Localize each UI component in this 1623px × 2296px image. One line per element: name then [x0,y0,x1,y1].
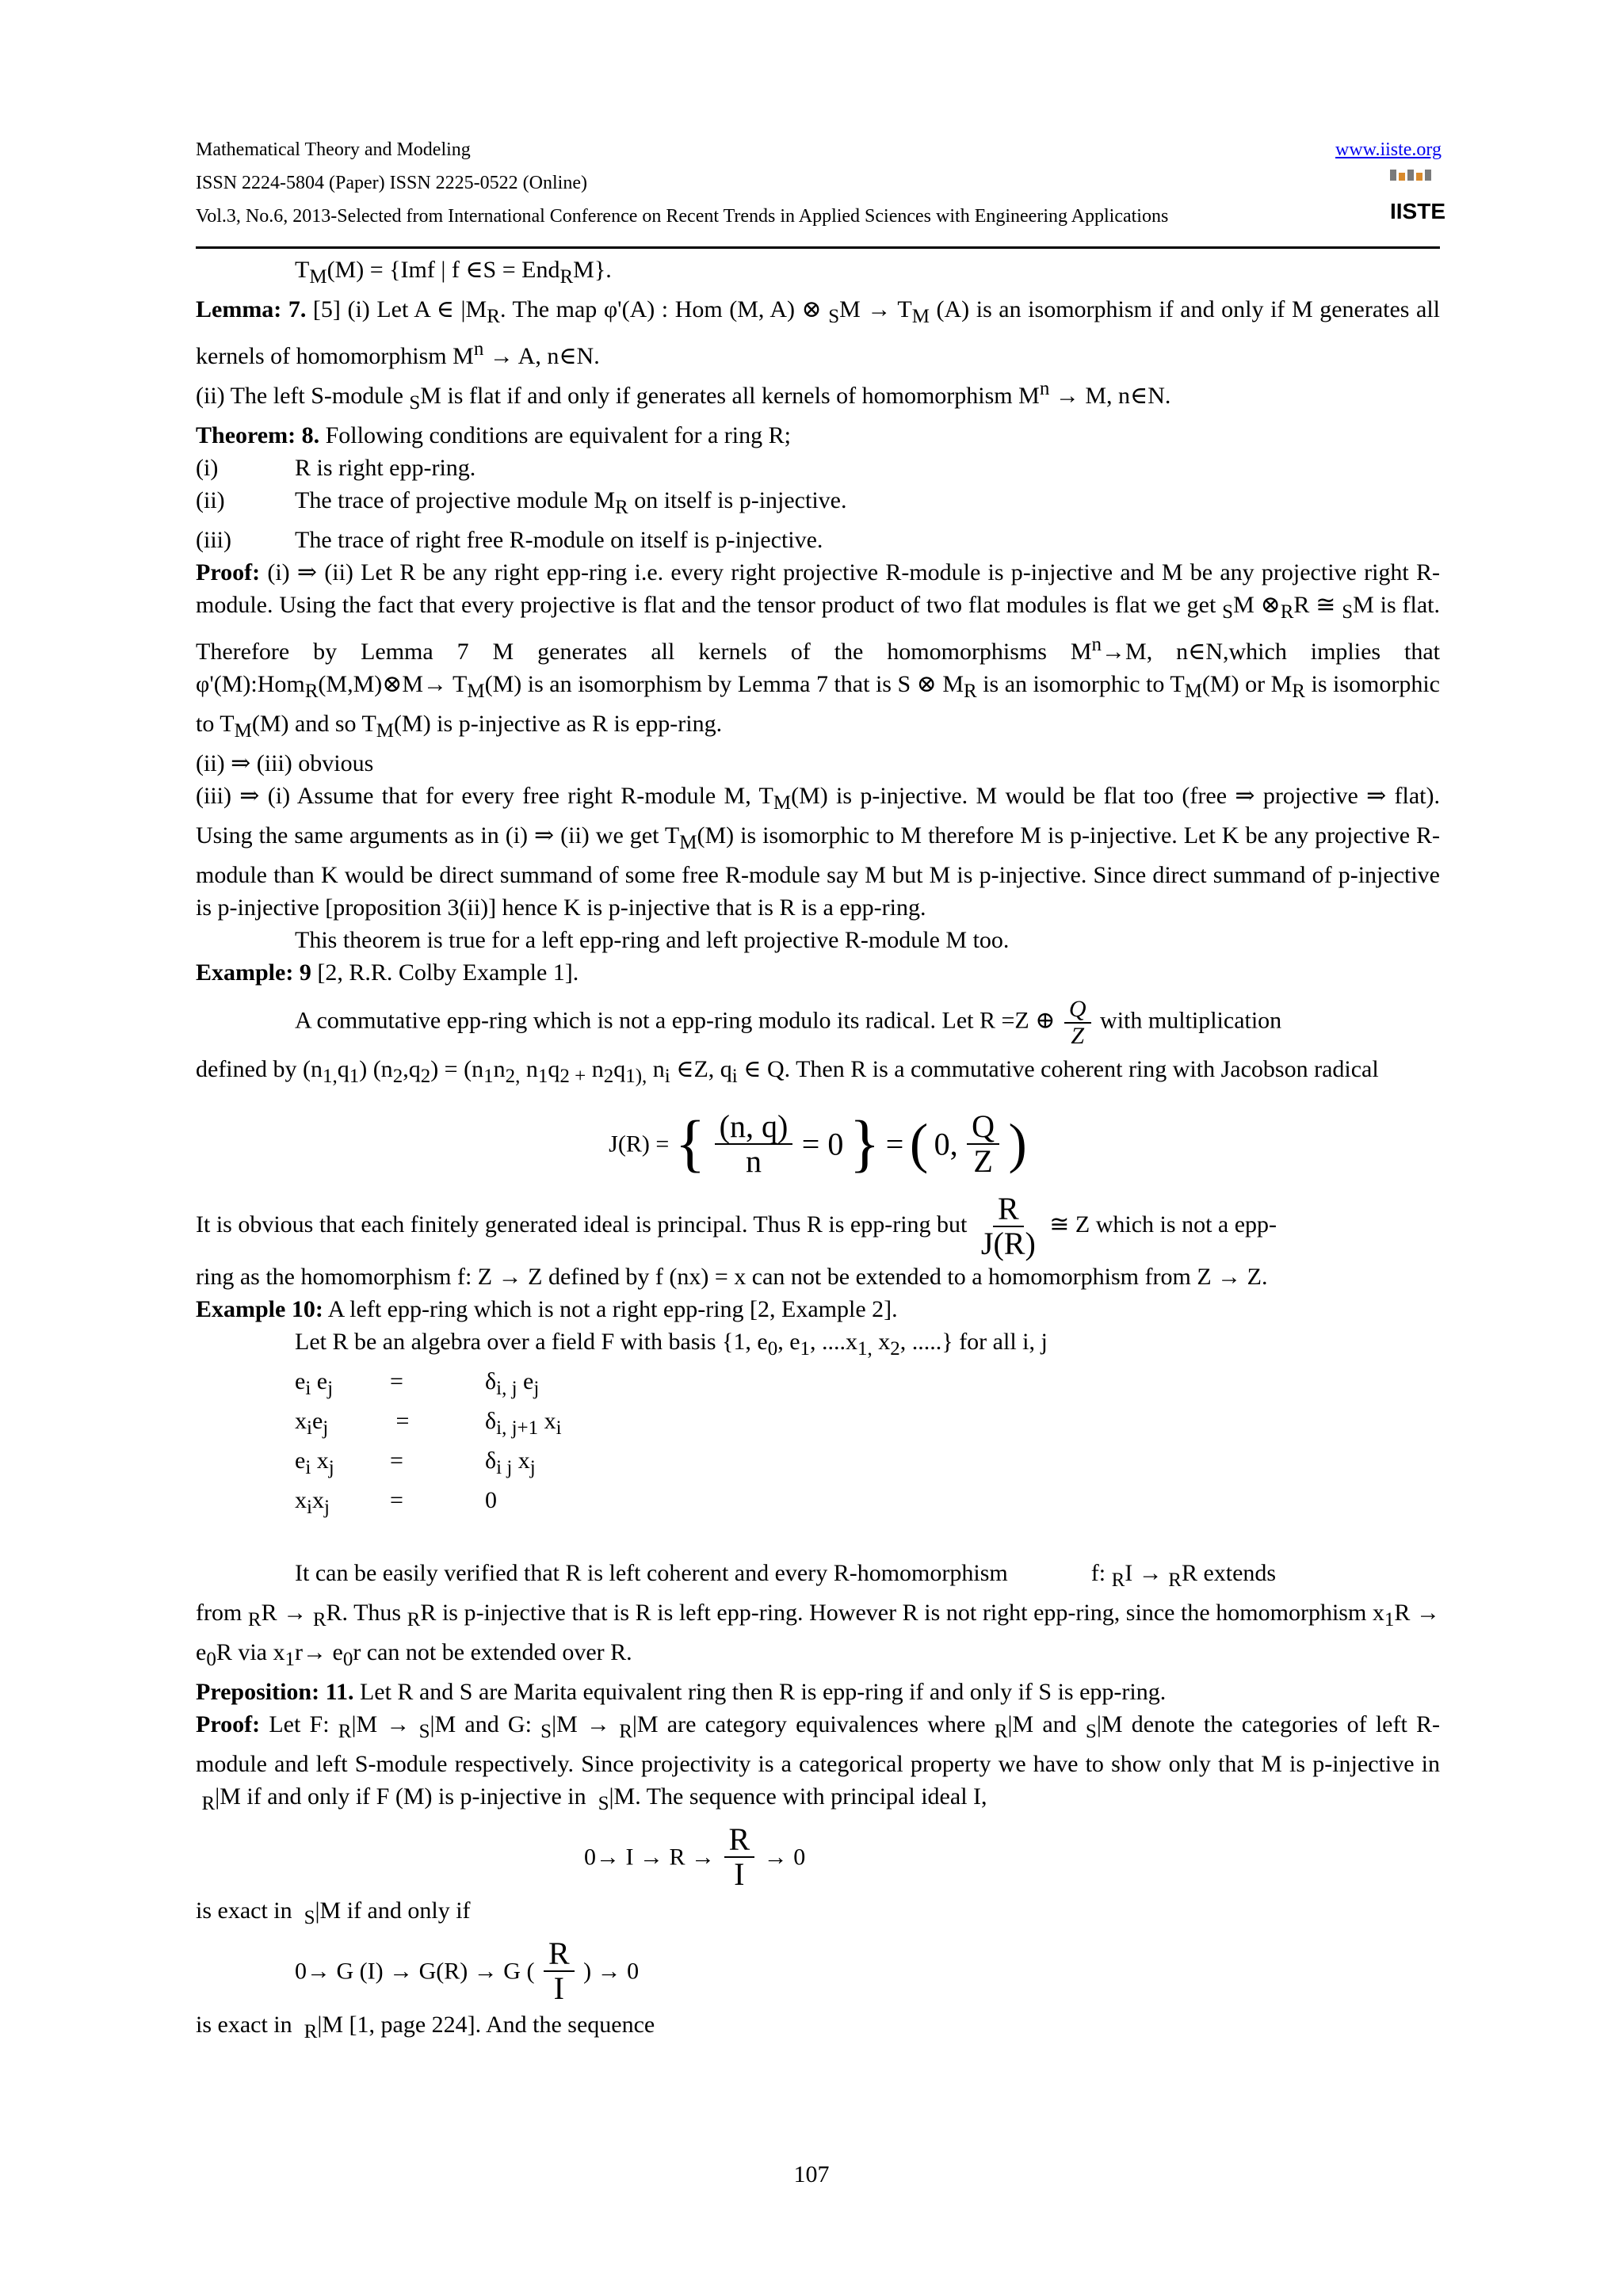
tm-definition: $T_M(M) = \{Imf$ | f ∈S = End$_R$M}. [295,257,612,288]
header-rule [196,246,1440,249]
exact-in-s: is exact in $_S$|M if and only if [196,1897,471,1928]
jacobson-radical-formula: J(R) = { $\frac{(n, q)}{n}$ = 0 } = ( 0, $\frac{Q}{Z}$ ) [609,1108,1027,1179]
example-9: Example: 9 [2, R.R. Colby Example 1]. [196,959,579,986]
iiste-logo [1388,168,1446,227]
proof-label: Proof: [196,559,261,585]
exact-in-r: is exact in $_R$|M [1, page 224]. And the sequence [196,2012,655,2042]
proof-preposition-11: Proof: Let F: $_R$|M → $_S$|M and G: $_S$|M → $_R$|M are category equivalences where $_R$|M and $_S$|M denote the categories of left R-module and left S-module respectively. Since projectivity is a categorical property we have to show only that M is p-injective in $_R$|M if and only if F (M) is p-injective in $_S$|M. The sequence with principal ideal I, [196,1711,1441,1814]
example-10-label: Example 10: [196,1296,323,1322]
theorem-8-item-ii: (ii) The trace of projective module $M_R$ on itself is p-injective. [196,487,847,518]
issn-line: ISSN 2224-5804 (Paper) ISSN 2225-0522 (Online) [196,173,587,193]
svg-text:IISTE: IISTE [1390,199,1446,223]
theorem-remark: This theorem is true for a left epp-ring and left projective R-module M too. [295,927,1010,953]
theorem-8: Theorem: 8. Following conditions are equivalent for a ring R; [196,422,791,448]
proof-iii-i: (iii) ⇒ (i) Assume that for every free right R-module M, $T_M(M)$ is p-injective. M would be flat too (free ⇒ projective ⇒ flat). Using the same arguments as in (i) ⇒ (ii) we get $T_M(M)$ is isomorphic to M therefore M is p-injective. Let K be any projective R-module than K would be direct summand of some free R-module say M but M is p-injective. Since direct summand of p-injective is p-injective [proposition 3(ii)] hence K is p-injective that is R is a epp-ring. [196,783,1441,921]
proof-ii-iii: (ii) ⇒ (iii) obvious [196,750,374,776]
lemma-7-ii: (ii) The left S-module $_S$M is flat if and only if generates all kernels of homomorphism $M^n \to M$, n∈N. [196,378,1171,414]
page-content [196,254,1440,2048]
journal-url-link[interactable]: www.iiste.org [1335,139,1442,160]
page-number: 107 [793,2161,830,2187]
proof-theorem-8: Proof: (i) ⇒ (ii) Let R be any right epp-ring i.e. every right projective R-module is p-injective and M be any projective right R-module. Using the fact that every projective is flat and the tensor product of two flat modules is flat we get $_S$M $\otimes_RR$ ≅ $_S$M is flat. Therefore by Lemma 7 M generates all kernels of the homomorphisms $M^n\to M$, n∈N,which implies that φ'(M):Hom$_R$(M,M)⊗M→ $T_M(M)$ is an isomorphism by Lemma 7 that is S ⊗ $M_R$ is an isomorphic to $T_M(M)$ or $M_R$ is isomorphic to $T_M(M)$ and so $T_M(M)$ is p-injective as R is epp-ring. [196,559,1441,742]
journal-title: Mathematical Theory and Modeling [196,139,471,160]
theorem-8-item-i: (i) R is right epp-ring. [196,455,476,481]
example-9-definition: defined by $(n_{1,}q_1) (n_2,q_2) = (n_1n_{2,}$ $n_1q_{2 +}$ $n_2q_{1),}$ $n_i$ ∈Z, $q_i$ ∈ Q. Then R is a commutative coherent ring with Jacobson radical [196,1056,1379,1087]
exact-sequence-2: 0→ G (I) → G(R) → G ( $\frac{R}{I}$ ) → 0 [295,1936,640,2006]
example-10: Example 10: A left epp-ring which is not a right epp-ring [2, Example 2]. [196,1296,898,1322]
homomorphism-statement: ring as the homomorphism f: Z → Z defined by f (nx) = x can not be extended to a homomorphism from Z → Z. [196,1264,1268,1290]
relation-row: $e_i$ $x_j$ = $\delta_{i j}$ $x_j$ [295,1447,536,1478]
theorem-8-item-iii: (iii) The trace of right free R-module on itself is p-injective. [196,527,823,553]
volume-line: Vol.3, No.6, 2013-Selected from International Conference on Recent Trends in Applied Sciences with Engineering Applications [196,206,1169,227]
exact-sequence-1: 0→ I → R → $\frac{R}{I}$ → 0 [584,1821,806,1892]
example-9-statement: A commutative epp-ring which is not a epp-ring modulo its radical. Let R =Z ⊕ $\frac{Q}{Z}$ with multiplication [295,996,1282,1049]
coherent-statement: It can be easily verified that R is left coherent and every R-homomorphism f: $_R$I → $_R$R extends [295,1560,1277,1591]
proof-label: Proof: [196,1711,261,1737]
preposition-11-label: Preposition: 11. [196,1679,354,1705]
relation-row: $x_ix_j$ = 0 [295,1487,497,1518]
lemma-7-label: Lemma: 7. [196,296,307,322]
coherent-statement-cont: from $_R$R → $_R$R. Thus $_R$R is p-injective that is R is left epp-ring. However R is not right epp-ring, since the homomorphism $x_1R \to e_0R$ via $x_1r\to e_0r$ can not be extended over R. [196,1600,1441,1670]
example-10-algebra: Let R be an algebra over a field F with basis {1, $e_0$, $e_1$, $....x_{1,}$ $x_2$, .....} for all i, j [295,1329,1048,1360]
example-10-relations [196,1365,1440,1524]
lemma-7: Lemma: 7. [5] (i) Let A ∈ $|M_R$. The map φ'(A) : Hom (M, A) ⊗ $_SM \to T_M$ (A) is an isomorphism if and only if M generates all kernels of homomorphism $M^n \to A$, n∈N. [196,296,1441,369]
relation-row: $x_ie_j$ = $\delta_{i, j+1}$ $x_i$ [295,1408,562,1439]
relation-row: $e_i$ $e_j$ = $\delta_{i, j}$ $e_j$ [295,1368,540,1399]
principal-ideal-statement: It is obvious that each finitely generated ideal is principal. Thus R is epp-ring but $\frac{R}{J(R)}$ ≅ Z which is not a epp- [196,1191,1277,1261]
theorem-8-label: Theorem: 8. [196,422,320,448]
example-9-label: Example: 9 [196,959,311,986]
preposition-11: Preposition: 11. Let R and S are Marita equivalent ring then R is epp-ring if and only if S is epp-ring. [196,1679,1167,1705]
